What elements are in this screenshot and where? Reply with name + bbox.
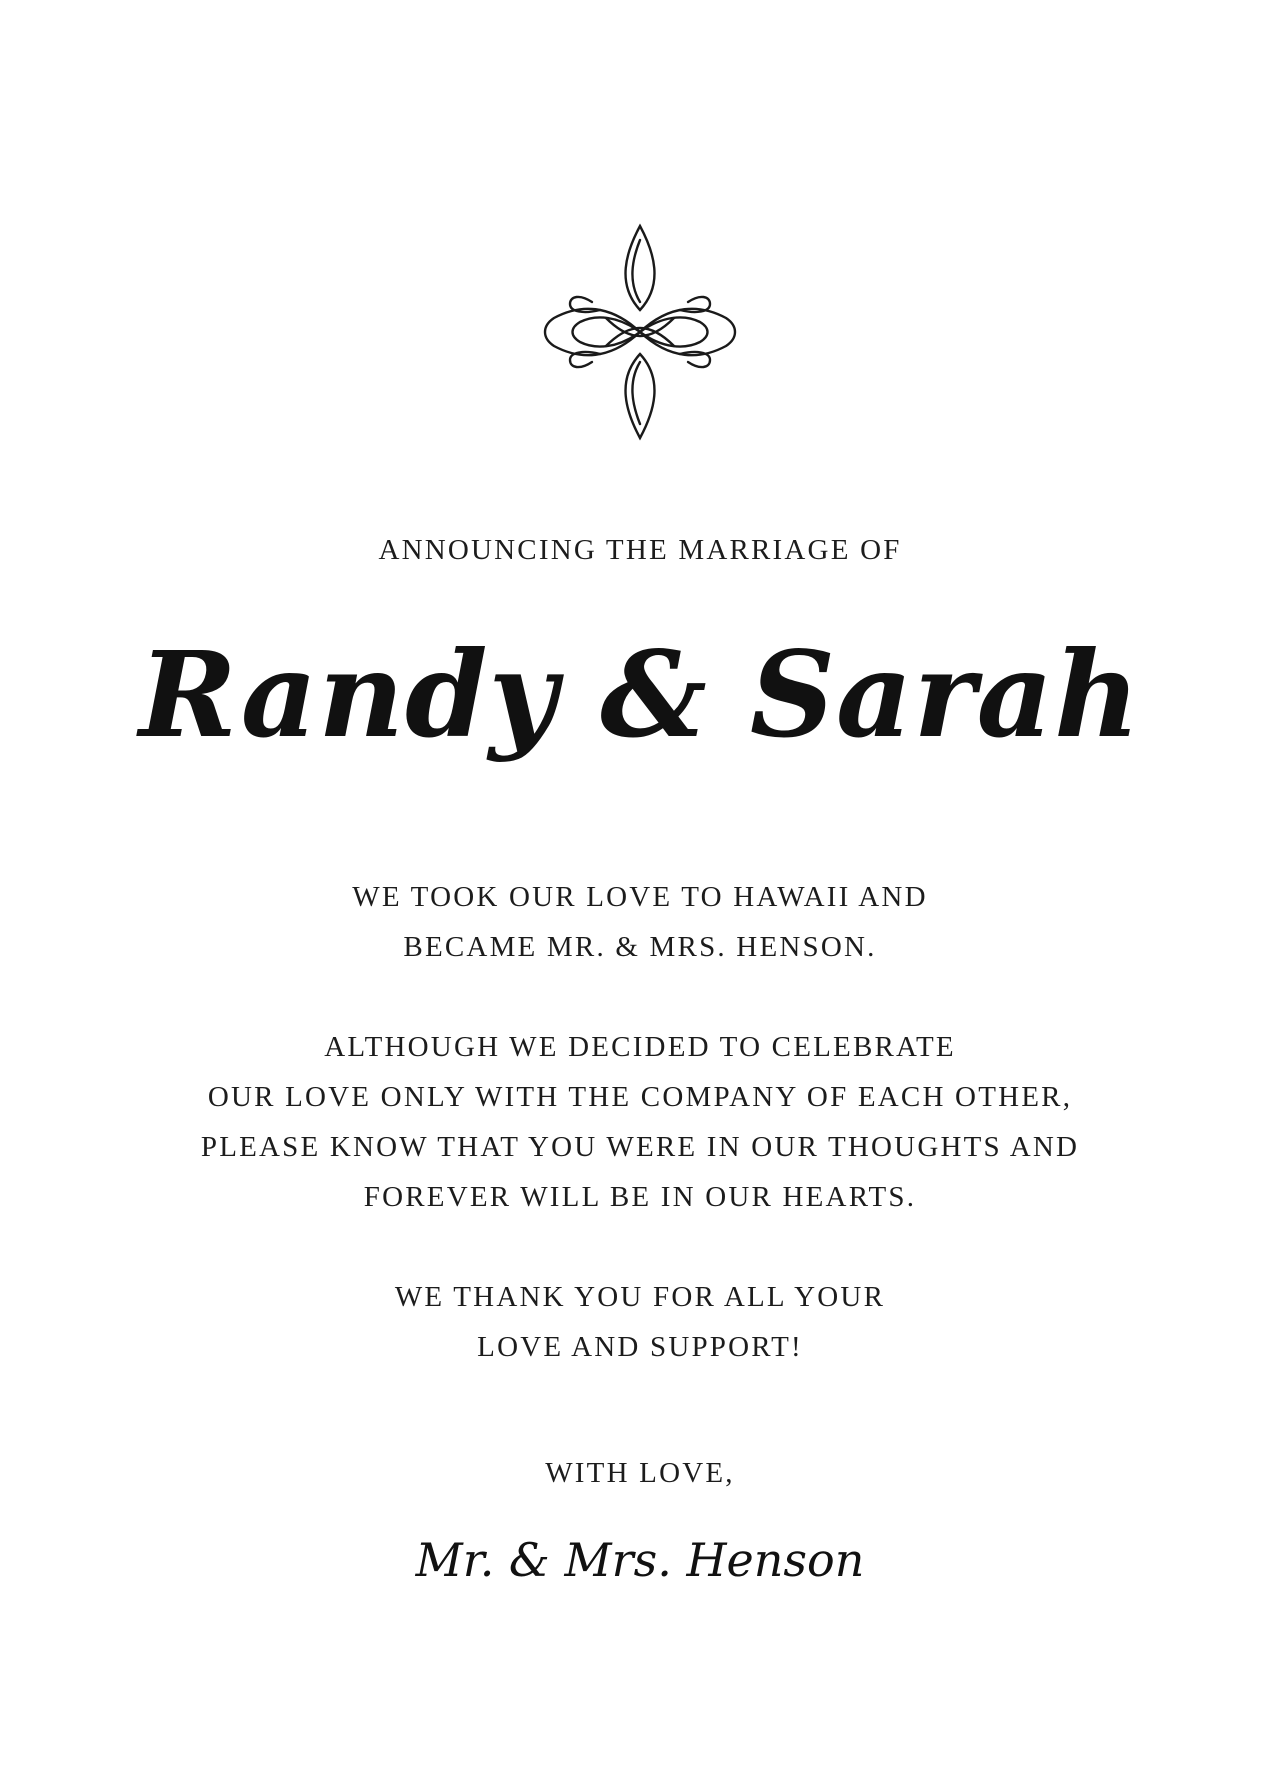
paragraph-line: LOVE AND SUPPORT!	[477, 1331, 803, 1363]
paragraph-line: ALTHOUGH WE DECIDED TO CELEBRATE	[324, 1031, 956, 1063]
paragraph-line: WE THANK YOU FOR ALL YOUR	[394, 1281, 886, 1313]
thank-you-paragraph	[0, 1272, 1280, 1372]
flourish-knot-ornament-icon	[540, 222, 740, 442]
couple-names: Randy & Sarah	[139, 625, 1141, 764]
paragraph-line: WE TOOK OUR LOVE TO HAWAII AND	[352, 881, 928, 913]
paragraph-line: PLEASE KNOW THAT YOU WERE IN OUR THOUGHTS AND	[200, 1131, 1080, 1163]
paragraph-line: BECAME MR. & MRS. HENSON.	[403, 931, 877, 963]
paragraph-line: OUR LOVE ONLY WITH THE COMPANY OF EACH OTHER,	[207, 1081, 1073, 1113]
announcement-heading: ANNOUNCING THE MARRIAGE OF	[378, 534, 902, 566]
signature: Mr. & Mrs. Henson	[415, 1533, 865, 1587]
closing-line: WITH LOVE,	[545, 1457, 735, 1489]
celebration-paragraph	[0, 1022, 1280, 1222]
paragraph-line: FOREVER WILL BE IN OUR HEARTS.	[363, 1181, 917, 1213]
hawaii-paragraph	[0, 872, 1280, 972]
